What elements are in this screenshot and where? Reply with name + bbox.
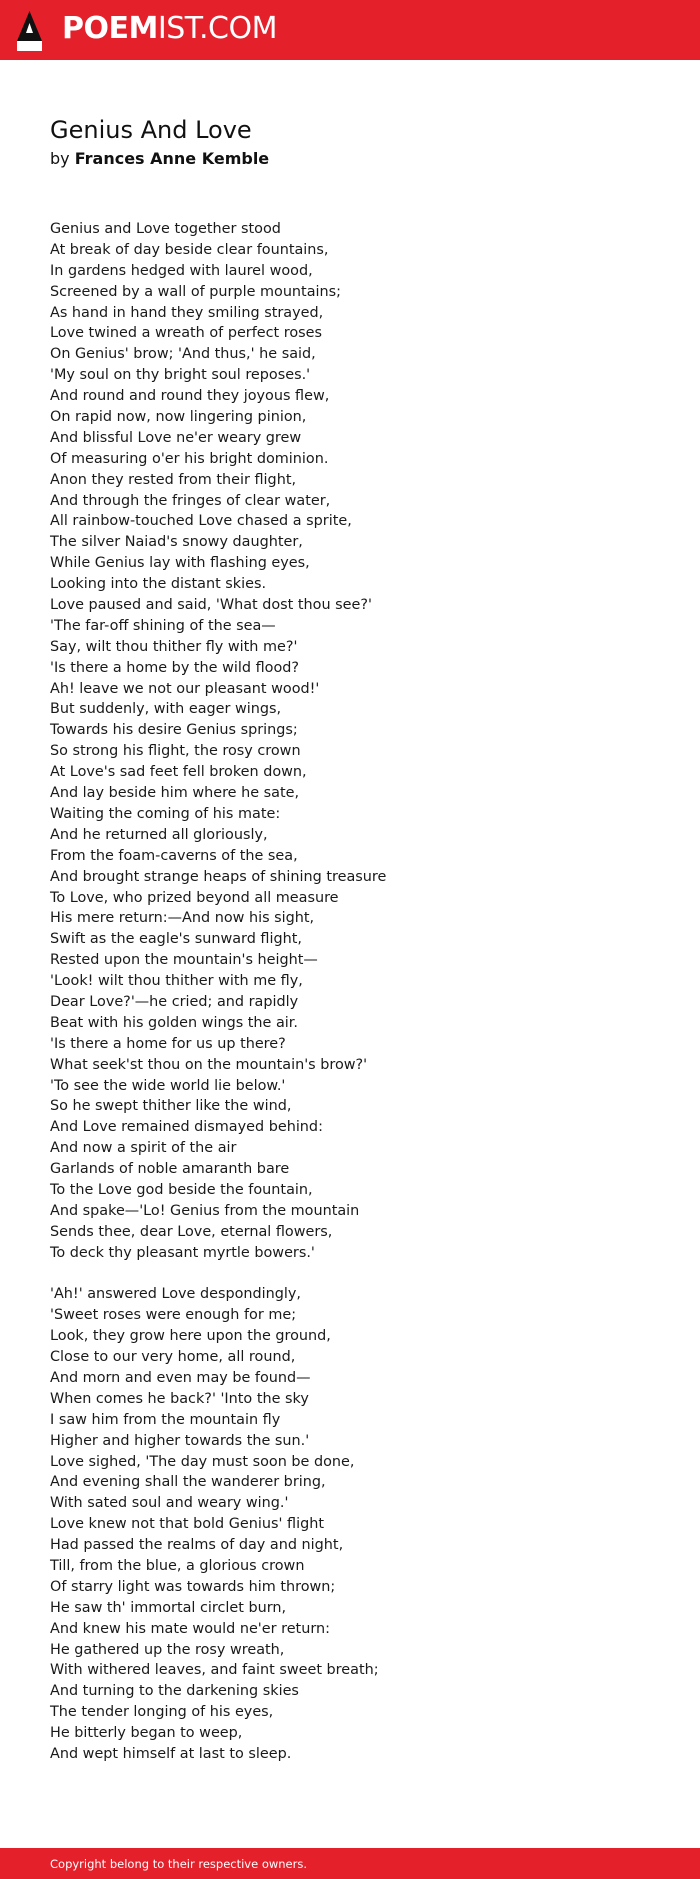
poem-line: Rested upon the mountain's height— <box>50 952 318 969</box>
poem-line: The tender longing of his eyes, <box>50 1704 274 1721</box>
poem-line: Of starry light was towards him thrown; <box>50 1578 336 1595</box>
poem-body <box>50 219 386 1765</box>
poem-line: With withered leaves, and faint sweet breath; <box>50 1662 379 1679</box>
poem-line: His mere return:—And now his sight, <box>50 910 315 927</box>
logo-light-text: IST.COM <box>157 11 277 46</box>
poem-line: Genius and Love together stood <box>50 221 281 237</box>
poem-line: And brought strange heaps of shining treasure <box>50 868 387 885</box>
poem-line: To deck thy pleasant myrtle bowers.' <box>50 1244 315 1261</box>
poem-line: All rainbow-touched Love chased a sprite, <box>50 513 352 530</box>
poem-line: 'To see the wide world lie below.' <box>50 1077 286 1094</box>
poem-line: Dear Love?'—he cried; and rapidly <box>50 993 299 1010</box>
poem-line: And knew his mate would ne'er return: <box>50 1620 330 1637</box>
poem-line: And he returned all gloriously, <box>50 826 268 843</box>
poem-line: And round and round they joyous flew, <box>50 388 330 405</box>
poem-line: To Love, who prized beyond all measure <box>50 889 339 906</box>
poem-line: I saw him from the mountain fly <box>50 1411 281 1428</box>
poem-line: He bitterly began to weep, <box>50 1725 243 1742</box>
poem-line: Love knew not that bold Genius' flight <box>50 1516 324 1533</box>
poem-line: 'The far-off shining of the sea— <box>50 617 276 634</box>
pen-nib-icon[interactable] <box>16 10 43 52</box>
poem-line: 'Is there a home by the wild flood? <box>50 659 300 676</box>
by-label: by <box>50 149 70 168</box>
poem-line: Love twined a wreath of perfect roses <box>50 325 323 342</box>
poem-line: Had passed the realms of day and night, <box>50 1537 344 1554</box>
poem-line: And Love remained dismayed behind: <box>50 1119 323 1136</box>
poem-line: What seek'st thou on the mountain's brow?' <box>50 1056 368 1073</box>
poem-line: Close to our very home, all round, <box>50 1349 296 1366</box>
poem-line: Anon they rested from their flight, <box>50 471 297 488</box>
poem-line: At break of day beside clear fountains, <box>50 241 329 258</box>
poem-line: Ah! leave we not our pleasant wood!' <box>50 680 320 697</box>
poem-line: While Genius lay with flashing eyes, <box>50 555 310 572</box>
poem-line: Love sighed, 'The day must soon be done, <box>50 1453 355 1470</box>
poem-line: To the Love god beside the fountain, <box>50 1181 313 1198</box>
stanza-break <box>50 1264 386 1285</box>
poem-line: And turning to the darkening skies <box>50 1683 299 1700</box>
poem-line: 'Ah!' answered Love despondingly, <box>50 1286 301 1303</box>
poem-line: When comes he back?' 'Into the sky <box>50 1390 309 1407</box>
poem-line: And wept himself at last to sleep. <box>50 1746 292 1763</box>
poem-line: Till, from the blue, a glorious crown <box>50 1558 305 1574</box>
poem-line: Screened by a wall of purple mountains; <box>50 283 341 300</box>
poem-line: So he swept thither like the wind, <box>50 1098 292 1115</box>
poem-line: And lay beside him where he sate, <box>50 785 300 802</box>
poem-line: Waiting the coming of his mate: <box>50 805 281 822</box>
poem-line: Look, they grow here upon the ground, <box>50 1328 331 1345</box>
poem-line: And blissful Love ne'er weary grew <box>50 429 302 446</box>
byline <box>50 147 269 171</box>
poem-line: In gardens hedged with laurel wood, <box>50 262 313 279</box>
poem-line: 'My soul on thy bright soul reposes.' <box>50 367 311 384</box>
site-header <box>0 0 700 60</box>
poem-line: At Love's sad feet fell broken down, <box>50 764 307 781</box>
poem-line: With sated soul and weary wing.' <box>50 1495 289 1512</box>
poem-line: Towards his desire Genius springs; <box>50 722 298 739</box>
poem-line: So strong his flight, the rosy crown <box>50 743 301 760</box>
poem-line: 'Look! wilt thou thither with me fly, <box>50 973 303 990</box>
poem-line: On Genius' brow; 'And thus,' he said, <box>50 346 316 363</box>
copyright-text: Copyright belong to their respective owners. <box>50 1857 308 1871</box>
poem-line: Love paused and said, 'What dost thou see?' <box>50 597 372 614</box>
poem-line: Swift as the eagle's sunward flight, <box>50 931 302 948</box>
author-name: Frances Anne Kemble <box>74 149 270 168</box>
poem-line: And now a spirit of the air <box>50 1140 237 1157</box>
poem-line: But suddenly, with eager wings, <box>50 701 282 718</box>
poem-line: Garlands of noble amaranth bare <box>50 1161 290 1178</box>
poem-line: Say, wilt thou thither fly with me?' <box>50 638 298 655</box>
poem-title: Genius And Love <box>50 116 252 144</box>
poem-line: Higher and higher towards the sun.' <box>50 1432 310 1449</box>
poem-line: Sends thee, dear Love, eternal flowers, <box>50 1223 333 1240</box>
poem-line: Beat with his golden wings the air. <box>50 1014 298 1031</box>
poem-line: From the foam-caverns of the sea, <box>50 847 298 864</box>
poem-line: On rapid now, now lingering pinion, <box>50 409 307 426</box>
poem-line: Of measuring o'er his bright dominion. <box>50 450 329 467</box>
poem-line: 'Is there a home for us up there? <box>50 1035 286 1052</box>
poem-line: The silver Naiad's snowy daughter, <box>50 534 303 551</box>
poem-line: 'Sweet roses were enough for me; <box>50 1307 297 1324</box>
site-logo[interactable] <box>62 7 277 51</box>
poem-line: Looking into the distant skies. <box>50 576 267 593</box>
logo-bold-text: POEM <box>62 11 158 46</box>
poem-line: As hand in hand they smiling strayed, <box>50 304 324 321</box>
poem-line: And evening shall the wanderer bring, <box>50 1474 326 1491</box>
site-footer <box>0 1848 700 1879</box>
poem-line: And spake—'Lo! Genius from the mountain <box>50 1202 360 1219</box>
poem-line: And through the fringes of clear water, <box>50 492 331 509</box>
poem-line: He saw th' immortal circlet burn, <box>50 1599 287 1616</box>
poem-line: He gathered up the rosy wreath, <box>50 1641 285 1658</box>
poem-line: And morn and even may be found— <box>50 1369 311 1386</box>
